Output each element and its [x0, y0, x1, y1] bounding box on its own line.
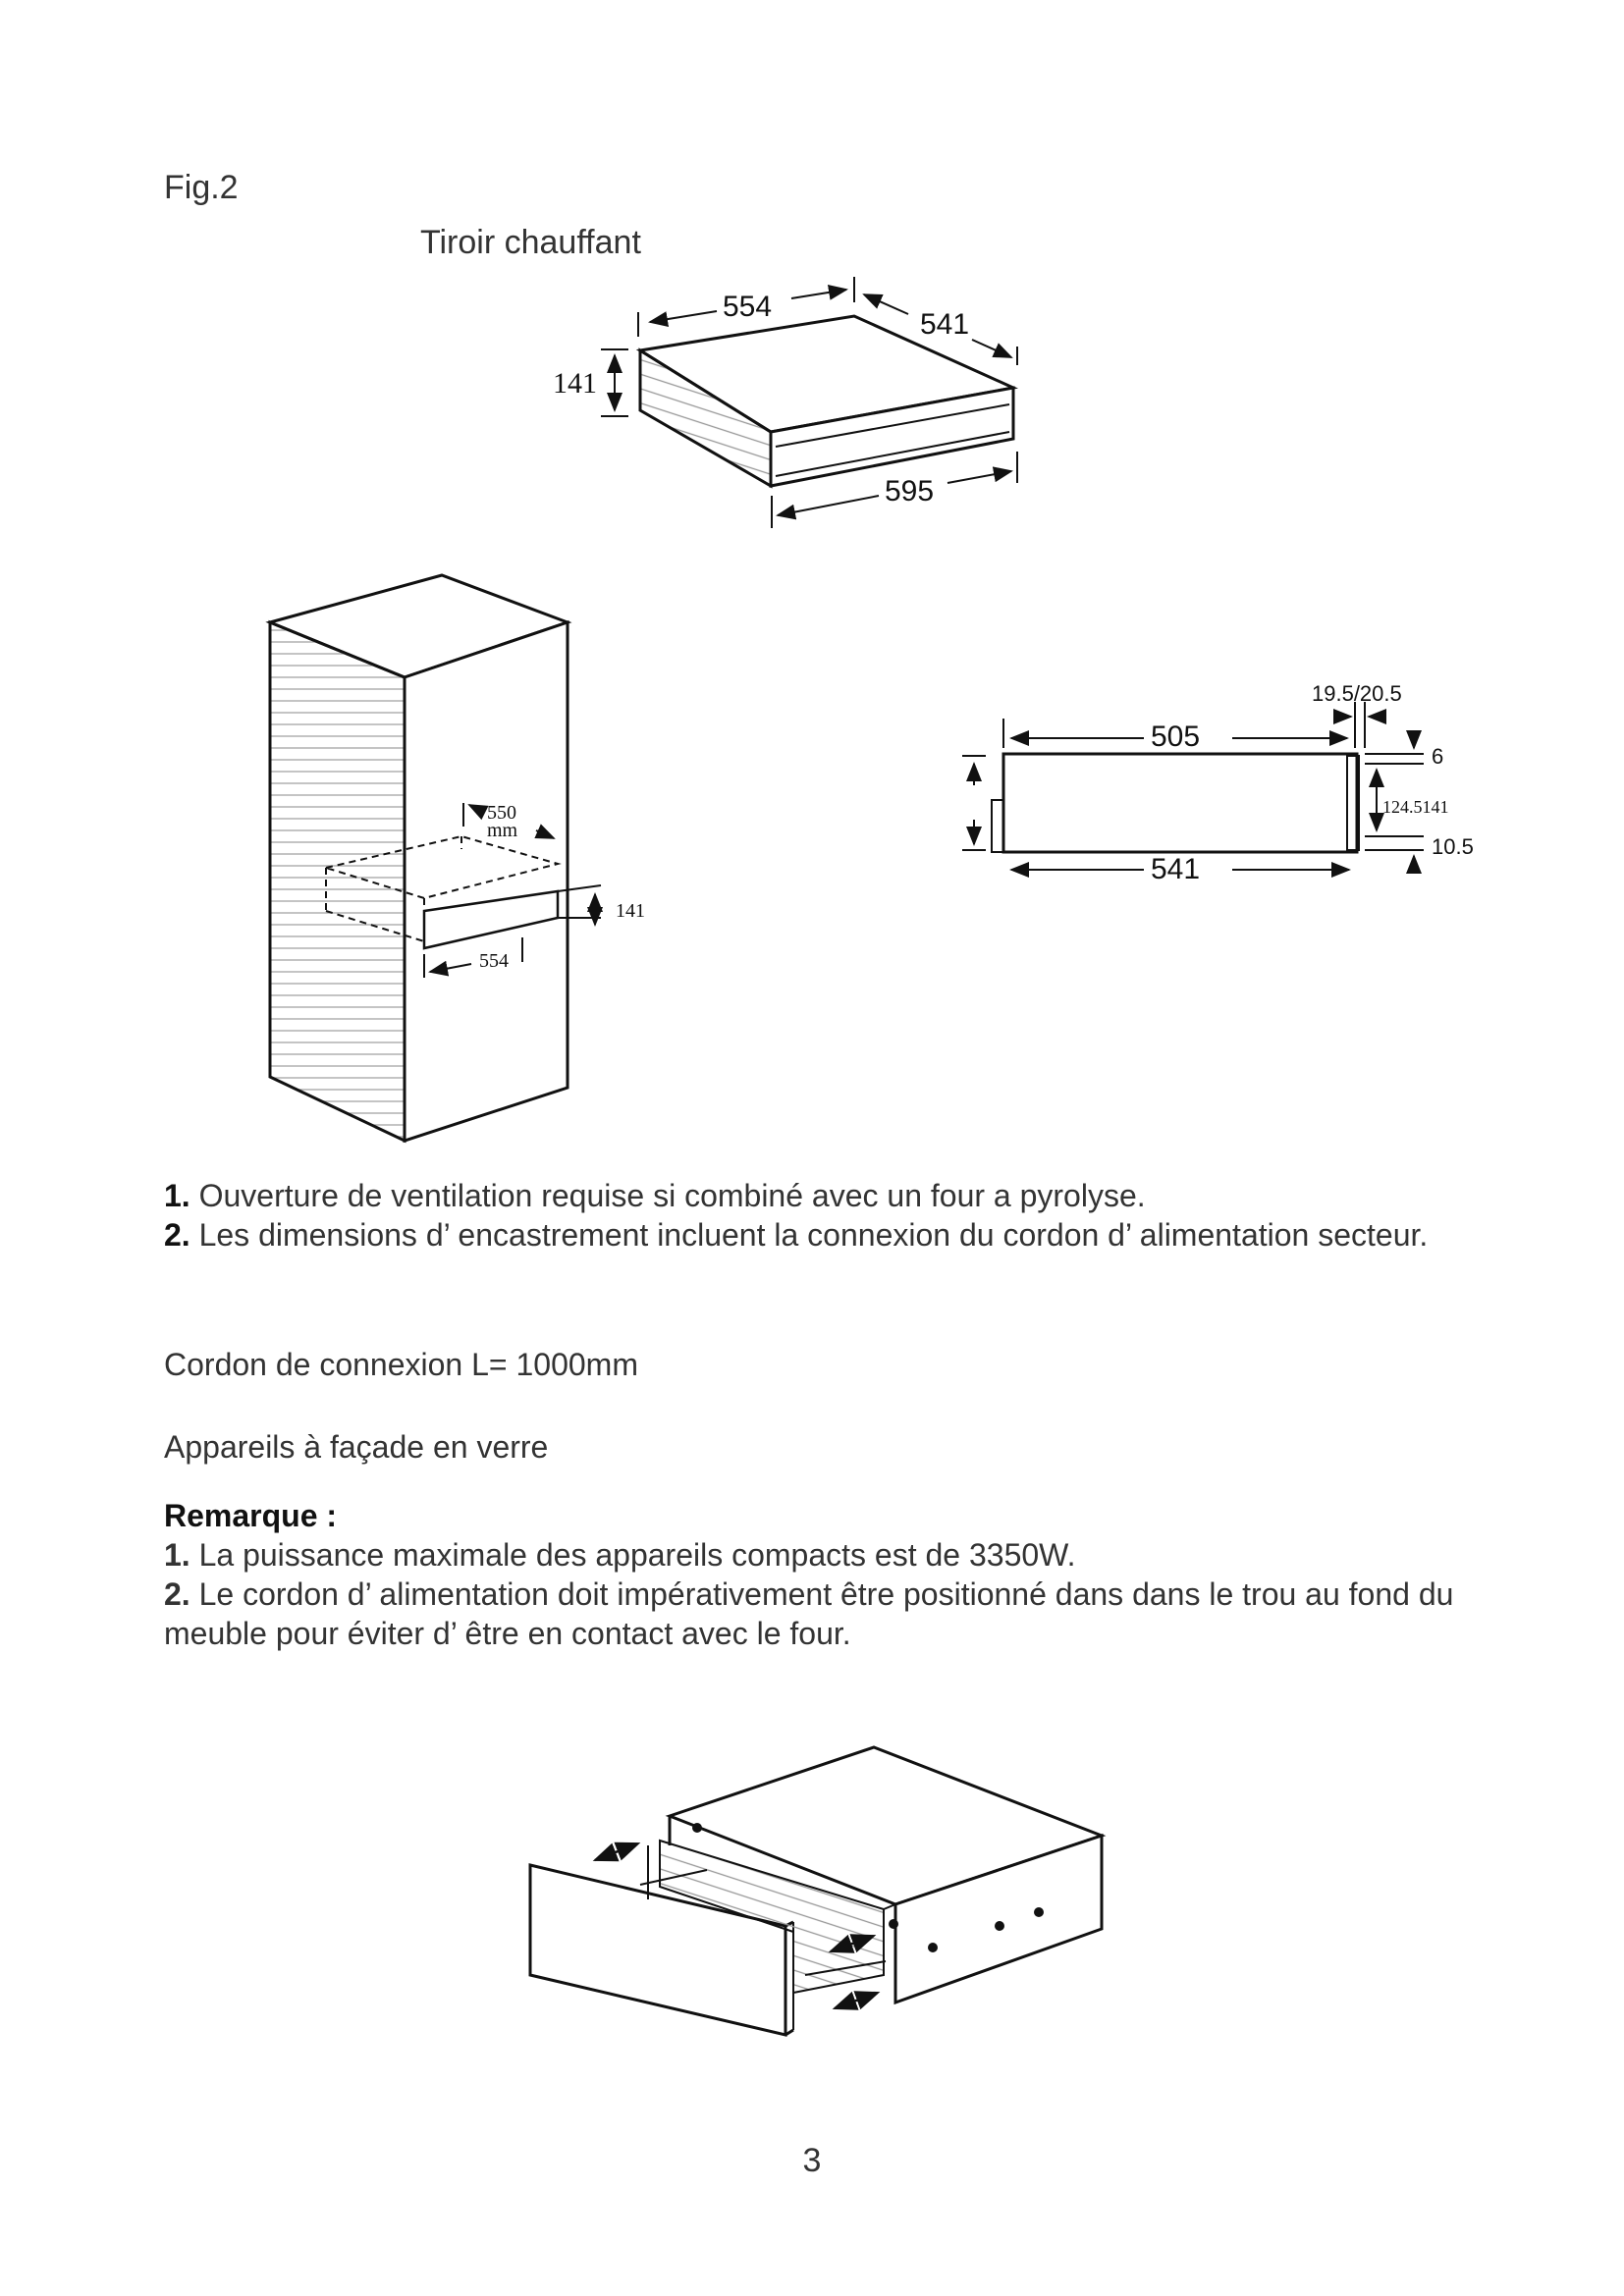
note-number: 2.	[164, 1217, 190, 1253]
remark-text: La puissance maximale des appareils compacts est de 3350W.	[198, 1537, 1076, 1573]
dim-section-top: 505	[1151, 721, 1201, 753]
remark-text: Le cordon d’ alimentation doit impérativement être positionné dans dans le trou au fond du meuble pour éviter d’ être en contact avec le four.	[164, 1576, 1454, 1651]
remark-item-1	[164, 1535, 1480, 1575]
cord-length: Cordon de connexion L= 1000mm	[164, 1347, 638, 1382]
dim-drawer-width: 554	[723, 291, 773, 323]
dim-cabinet-width: 554	[479, 950, 509, 972]
dim-section-d3: 10.5	[1432, 834, 1474, 859]
dim-drawer-depth: 541	[920, 308, 970, 341]
dim-section-gap: 19.5/20.5	[1312, 681, 1402, 706]
dim-cabinet-depth-unit: mm	[487, 820, 518, 841]
remark-item-2	[164, 1575, 1480, 1653]
dim-drawer-front-width: 595	[885, 475, 935, 507]
dim-section-d1: 6	[1432, 744, 1444, 769]
remark-heading: Remarque :	[164, 1498, 338, 1533]
note-number: 1.	[164, 1178, 190, 1213]
figure-title: Tiroir chauffant	[420, 224, 641, 261]
remark-number: 1.	[164, 1537, 190, 1573]
dim-section-d2: 124.5141	[1382, 797, 1449, 817]
page-number: 3	[802, 2142, 822, 2179]
drawer-removal-drawing	[530, 1747, 1102, 2035]
dim-section-bottom: 541	[1151, 853, 1201, 885]
figure-label: Fig.2	[164, 169, 239, 206]
note-1	[164, 1176, 1480, 1215]
note-text: Les dimensions d’ encastrement incluent la connexion du cordon d’ alimentation secteur.	[198, 1217, 1429, 1253]
glass-front-label: Appareils à façade en verre	[164, 1429, 549, 1465]
installation-notes	[164, 1176, 1480, 1255]
note-text: Ouverture de ventilation requise si combiné avec un four a pyrolyse.	[198, 1178, 1146, 1213]
note-2	[164, 1215, 1480, 1255]
dim-cabinet-height: 141	[616, 900, 645, 922]
remark-section	[164, 1496, 1480, 1653]
dim-cabinet-depth: 550	[487, 802, 516, 824]
remark-number: 2.	[164, 1576, 190, 1612]
cabinet-installation-drawing	[270, 575, 601, 1141]
dim-drawer-height: 141	[553, 367, 597, 400]
